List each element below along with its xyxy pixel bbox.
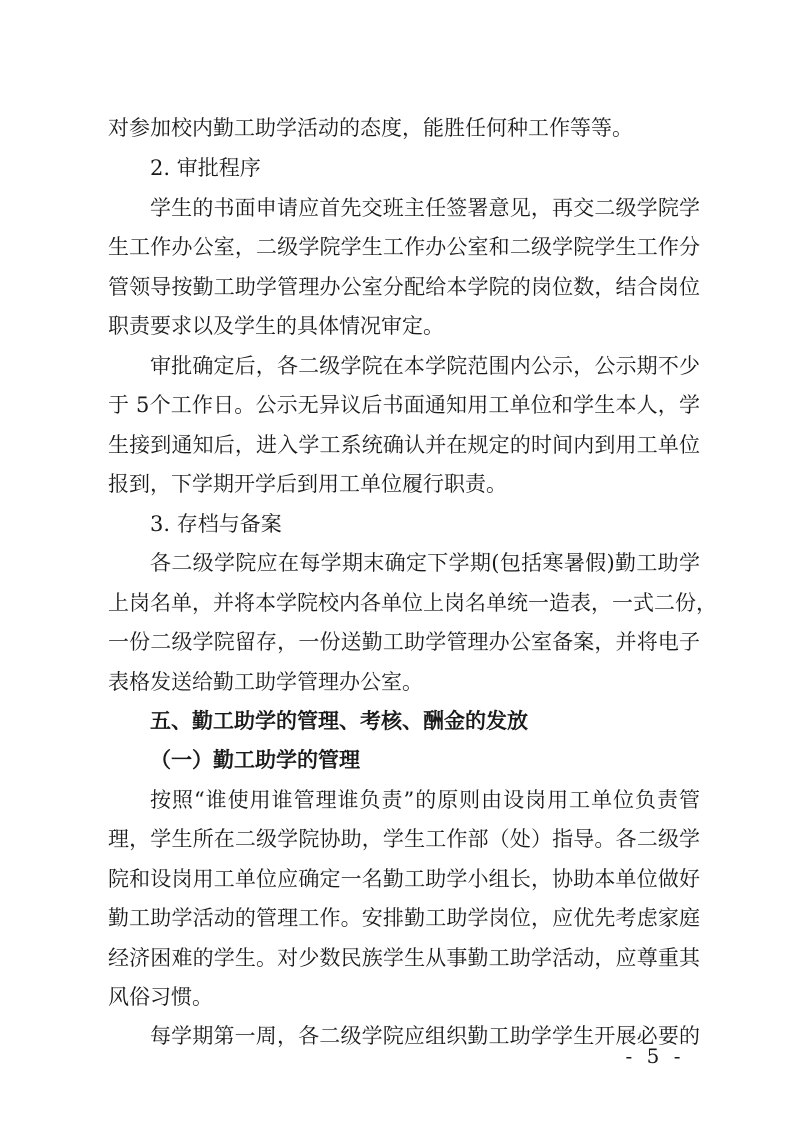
paragraph-line: 院和设岗用工单位应确定一名勤工助学小组长，协助本单位做好: [108, 867, 700, 891]
paragraph-line: 风俗习惯。: [108, 985, 213, 1009]
paragraph-line: 职责要求以及学生的具体情况审定。: [108, 314, 444, 338]
paragraph-line: 学生的书面申请应首先交班主任签署意见，再交二级学院学: [150, 196, 700, 220]
paragraph-line: 一份二级学院留存，一份送勤工助学管理办公室备案，并将电子: [108, 630, 700, 654]
subsection-heading: （一）勤工助学的管理: [150, 748, 360, 772]
paragraph-line: 报到，下学期开学后到用工单位履行职责。: [108, 472, 507, 496]
paragraph-line: 理，学生所在二级学院协助，学生工作部（处）指导。各二级学: [108, 827, 700, 851]
paragraph-line: 于 5个工作日。公示无异议后书面通知用工单位和学生本人，学: [108, 393, 700, 417]
paragraph-line: 生接到通知后，进入学工系统确认并在规定的时间内到用工单位: [108, 433, 700, 457]
paragraph-line: 表格发送给勤工助学管理办公室。: [108, 670, 423, 694]
paragraph-line: 每学期第一周，各二级学院应组织勤工助学学生开展必要的: [150, 1024, 700, 1048]
paragraph-line: 按照“谁使用谁管理谁负责”的原则由设岗用工单位负责管: [150, 788, 700, 812]
paragraph-line: 对参加校内勤工助学活动的态度，能胜任何种工作等等。: [108, 116, 633, 140]
paragraph-line: 审批确定后，各二级学院在本学院范围内公示，公示期不少: [150, 354, 700, 378]
paragraph-line: 勤工助学活动的管理工作。安排勤工助学岗位，应优先考虑家庭: [108, 906, 700, 930]
section-heading-archive: 3. 存档与备案: [150, 512, 282, 536]
paragraph-line: 管领导按勤工助学管理办公室分配给本学院的岗位数，结合岗位: [108, 275, 700, 299]
paragraph-line: 各二级学院应在每学期末确定下学期(包括寒暑假)勤工助学: [150, 551, 700, 575]
page-number: - 5 -: [625, 1044, 685, 1068]
paragraph-line: 上岗名单，并将本学院校内各单位上岗名单统一造表，一式二份，: [108, 591, 717, 615]
chapter-heading: 五、勤工助学的管理、考核、酬金的发放: [150, 709, 528, 733]
paragraph-line: 经济困难的学生。对少数民族学生从事勤工助学活动，应尊重其: [108, 946, 700, 970]
section-heading-approval: 2. 审批程序: [150, 156, 261, 180]
paragraph-line: 生工作办公室，二级学院学生工作办公室和二级学院学生工作分: [108, 235, 700, 259]
